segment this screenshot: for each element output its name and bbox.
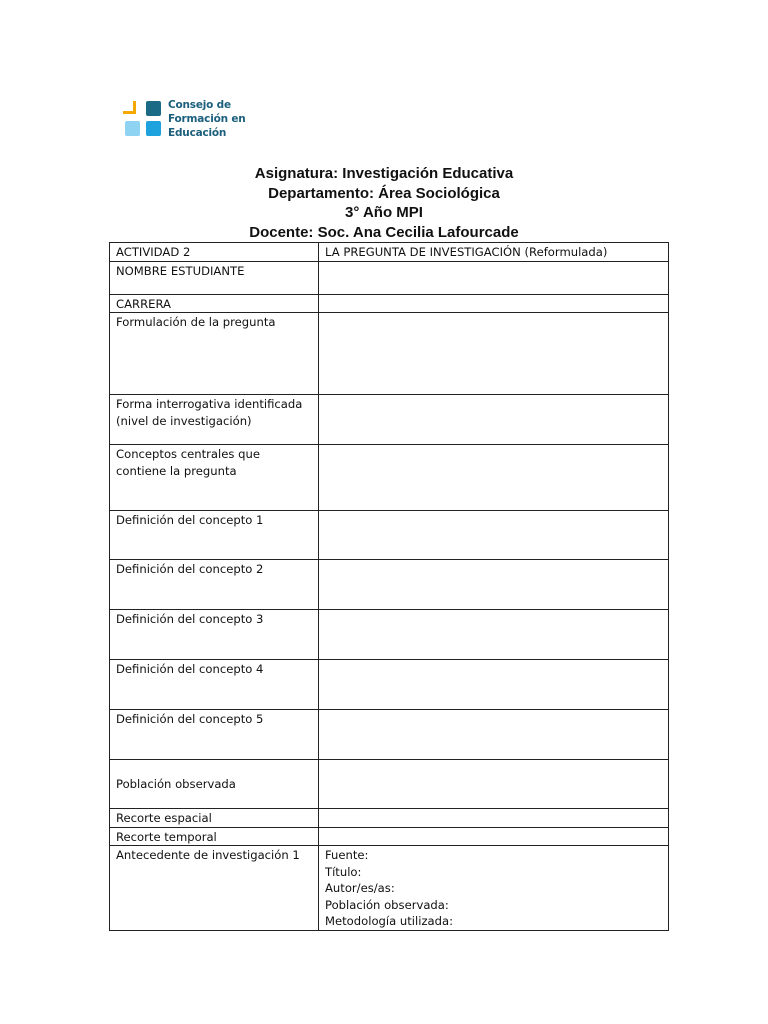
table-row (110, 660, 669, 710)
row-label: Recorte espacial (110, 809, 319, 828)
row-label: Forma interrogativa identificada (nivel de investigación) (110, 395, 319, 445)
table-row (110, 610, 669, 660)
row-label: Definición del concepto 1 (110, 511, 319, 560)
activity-form-table (109, 242, 669, 931)
table-row (110, 395, 669, 445)
table-row (110, 313, 669, 395)
logo-square-dark (146, 101, 161, 116)
department-title: Departamento: Área Sociológica (268, 184, 500, 202)
row-label: Población observada (110, 760, 319, 809)
spatial-scope-cell[interactable] (319, 809, 669, 828)
concept-4-cell[interactable] (319, 660, 669, 710)
document-header (0, 164, 768, 242)
question-formulation-cell[interactable] (319, 313, 669, 395)
logo-text (168, 98, 246, 140)
table-row (110, 827, 669, 846)
row-label: NOMBRE ESTUDIANTE (110, 261, 319, 294)
table-row (110, 846, 669, 931)
authors-field: Autor/es/as: (325, 881, 395, 895)
row-label: Antecedente de investigación 1 (110, 846, 319, 931)
logo-square-light (125, 121, 140, 136)
activity-label: ACTIVIDAD 2 (110, 243, 319, 262)
row-label: Recorte temporal (110, 827, 319, 846)
concept-5-cell[interactable] (319, 710, 669, 760)
row-label: Definición del concepto 3 (110, 610, 319, 660)
logo-square-blue (146, 121, 161, 136)
table-row (110, 294, 669, 313)
year-title: 3° Año MPI (345, 204, 423, 221)
row-label: Formulación de la pregunta (110, 313, 319, 395)
observed-population-cell[interactable] (319, 760, 669, 809)
concept-2-cell[interactable] (319, 560, 669, 610)
antecedent-cell[interactable] (319, 846, 669, 931)
table-row (110, 261, 669, 294)
temporal-scope-cell[interactable] (319, 827, 669, 846)
logo-line-1: Consejo de (168, 99, 231, 111)
central-concepts-cell[interactable] (319, 445, 669, 511)
table-row (110, 511, 669, 560)
institution-logo (122, 100, 262, 142)
row-label: Definición del concepto 5 (110, 710, 319, 760)
table-row (110, 809, 669, 828)
concept-1-cell[interactable] (319, 511, 669, 560)
subject-title: Asignatura: Investigación Educativa (254, 165, 514, 182)
concept-3-cell[interactable] (319, 610, 669, 660)
teacher-title: Docente: Soc. Ana Cecilia Lafourcade (249, 223, 519, 241)
table-row (110, 560, 669, 610)
career-cell[interactable] (319, 294, 669, 313)
title-field: Título: (325, 864, 362, 879)
interrogative-form-cell[interactable] (319, 395, 669, 445)
methodology-field: Metodología utilizada: (325, 914, 454, 928)
student-name-cell[interactable] (319, 261, 669, 294)
question-header: LA PREGUNTA DE INVESTIGACIÓN (Reformulada) (319, 243, 669, 262)
row-label: CARRERA (110, 294, 319, 313)
table-row (110, 710, 669, 760)
logo-line-2: Formación en (168, 113, 246, 125)
table-header-row (110, 243, 669, 262)
logo-corner-mark (123, 101, 136, 114)
row-label: Conceptos centrales que contiene la pregunta (110, 445, 319, 511)
source-field: Fuente: (325, 848, 369, 862)
row-label: Definición del concepto 2 (110, 560, 319, 610)
row-label: Definición del concepto 4 (110, 660, 319, 710)
table-row (110, 445, 669, 511)
logo-line-3: Educación (168, 127, 227, 139)
table-row (110, 760, 669, 809)
population-field: Población observada: (325, 897, 449, 912)
